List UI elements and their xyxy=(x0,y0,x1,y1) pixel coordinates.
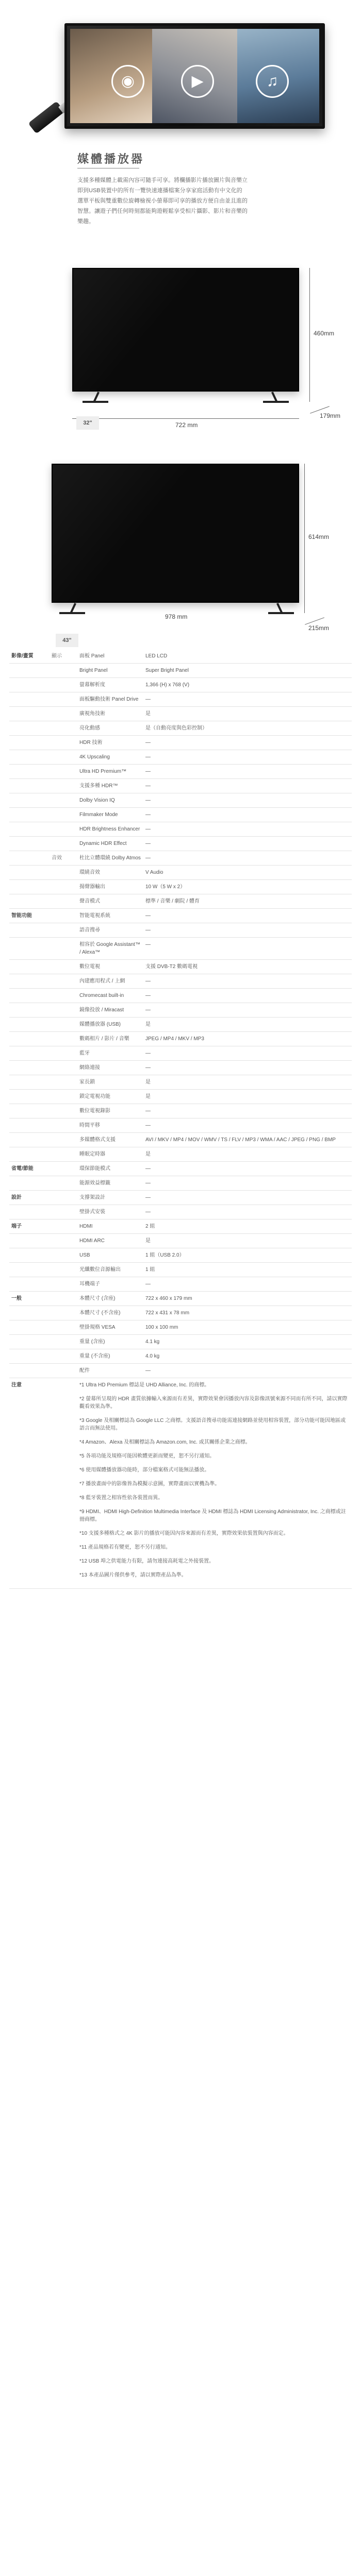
spec-subcategory xyxy=(50,1335,77,1349)
note-item: *2 螢幕所呈現的 HDR 畫質依據輸入來源而有差異，實際效果會因播放內容及影像訊號來源不同而有所不同，請以實際觀看效果為準。 xyxy=(79,1396,348,1410)
spec-category xyxy=(9,1364,50,1378)
spec-row xyxy=(9,909,352,923)
spec-key: HDR Brightness Enhancer xyxy=(77,822,143,837)
spec-category xyxy=(9,1205,50,1219)
spec-key: 光纖數位音源輸出 xyxy=(77,1263,143,1277)
spec-key: 聲音模式 xyxy=(77,894,143,909)
note-item: *3 Google 及相關標誌為 Google LLC 之商標。支援語音搜尋功能需連接網路並使用相容裝置，部分功能可能因地區或語言而無法使用。 xyxy=(79,1418,346,1431)
spec-row xyxy=(9,765,352,779)
hero-description: 支援多種媒體上載需內容可隨手可享。將欄播影片播放圖片與音樂立即到USB裝置中的所有一覽快速連播檔案分享家庭活動有中文化的選單平板與雙重數位旋轉檢視小螢幕即可享的播放方便自由並且進的智慧。讓遊子們任何時刻都能夠遊輕鬆享受相片攝影、影片和音樂的樂趣。 xyxy=(77,177,248,225)
spec-subcategory xyxy=(50,678,77,692)
tv32-width: 722 mm xyxy=(175,421,198,429)
spec-value: 1 組 xyxy=(143,1263,352,1277)
spec-key: 廣視角技術 xyxy=(77,707,143,721)
spec-subcategory xyxy=(50,1320,77,1335)
spec-value: 4.1 kg xyxy=(143,1335,352,1349)
spec-subcategory xyxy=(50,1147,77,1162)
spec-value: — xyxy=(143,1277,352,1292)
spec-value: 2 組 xyxy=(143,1219,352,1234)
spec-value: — xyxy=(143,779,352,793)
spec-row xyxy=(9,1176,352,1191)
spec-value: 是 xyxy=(143,1090,352,1104)
spec-category xyxy=(9,1234,50,1248)
spec-value: — xyxy=(143,736,352,750)
spec-value: — xyxy=(143,1104,352,1118)
spec-value: 1,366 (H) x 768 (V) xyxy=(143,678,352,692)
spec-row xyxy=(9,837,352,851)
note-item: *1 Ultra HD Premium 標誌是 UHD Alliance, Inc. 的商標。 xyxy=(79,1382,210,1388)
spec-key: 多媒體格式支援 xyxy=(77,1133,143,1147)
spec-key: 鏡像投放 / Miracast xyxy=(77,1003,143,1018)
spec-subcategory xyxy=(50,909,77,923)
media-player-hero xyxy=(0,0,361,252)
spec-row xyxy=(9,1320,352,1335)
spec-value: LED LCD xyxy=(143,649,352,664)
spec-value: 4.0 kg xyxy=(143,1349,352,1364)
spec-subcategory xyxy=(50,1032,77,1046)
spec-category xyxy=(9,1075,50,1090)
spec-category xyxy=(9,989,50,1003)
spec-category xyxy=(9,1133,50,1147)
spec-subcategory xyxy=(50,692,77,707)
spec-value: AVI / MKV / MP4 / MOV / WMV / TS / FLV / MP3 / WMA / AAC / JPEG / PNG / BMP xyxy=(143,1133,352,1147)
note-item: *8 藍牙裝置之相容性依各裝置而異。 xyxy=(79,1495,163,1501)
spec-category xyxy=(9,765,50,779)
spec-value: 標準 / 音樂 / 劇院 / 體育 xyxy=(143,894,352,909)
spec-value: — xyxy=(143,1003,352,1018)
spec-category: 影像/畫質 xyxy=(9,649,50,664)
spec-key: 相容於 Google Assistant™ / Alexa™ xyxy=(77,938,143,960)
spec-key: USB xyxy=(77,1248,143,1263)
spec-key: 面板 Panel xyxy=(77,649,143,664)
spec-row xyxy=(9,664,352,678)
spec-row xyxy=(9,1046,352,1061)
spec-key: 時間平移 xyxy=(77,1118,143,1133)
spec-key: 螢幕解析度 xyxy=(77,678,143,692)
spec-row xyxy=(9,808,352,822)
spec-key: 配件 xyxy=(77,1364,143,1378)
spec-row xyxy=(9,649,352,664)
spec-category xyxy=(9,1104,50,1118)
spec-subcategory xyxy=(50,808,77,822)
spec-key: Ultra HD Premium™ xyxy=(77,765,143,779)
note-item: *10 支援多種格式之 4K 影片的播放可能因內容來源而有差異，實際效果依裝置與內容而定。 xyxy=(79,1531,289,1536)
spec-category xyxy=(9,923,50,938)
note-item: *12 USB 埠之供電能力有限，請勿連接高耗電之外接裝置。 xyxy=(79,1558,215,1564)
hero-title: 媒體播放器 xyxy=(77,152,145,165)
spec-row xyxy=(9,938,352,960)
note-item: *6 使用媒體播放器功能時，部分檔案格式可能無法播放。 xyxy=(79,1467,210,1473)
spec-category xyxy=(9,1349,50,1364)
spec-category xyxy=(9,1018,50,1032)
tv43-size-badge: 43" xyxy=(56,634,78,647)
tv43-width: 978 mm xyxy=(165,613,188,620)
spec-category xyxy=(9,894,50,909)
spec-category xyxy=(9,960,50,974)
spec-subcategory xyxy=(50,793,77,808)
spec-key: 支援多種 HDR™ xyxy=(77,779,143,793)
tv43-image xyxy=(52,464,299,603)
spec-value: 10 W（5 W x 2） xyxy=(143,880,352,894)
spec-key: 耳機端子 xyxy=(77,1277,143,1292)
spec-value: — xyxy=(143,1191,352,1205)
spec-category xyxy=(9,851,50,866)
spec-subcategory: 顯示 xyxy=(50,649,77,664)
spec-subcategory xyxy=(50,837,77,851)
spec-row xyxy=(9,779,352,793)
tv32-image xyxy=(72,268,299,392)
spec-value: — xyxy=(143,692,352,707)
spec-category: 端子 xyxy=(9,1219,50,1234)
spec-row xyxy=(9,989,352,1003)
spec-table xyxy=(9,649,352,1589)
notes-list xyxy=(77,1378,352,1589)
spec-row xyxy=(9,1234,352,1248)
hero-tv-image xyxy=(64,23,325,129)
spec-key: 家長鎖 xyxy=(77,1075,143,1090)
tv32-size-badge: 32" xyxy=(76,416,99,430)
dimension-drawings xyxy=(0,252,361,654)
spec-row xyxy=(9,1248,352,1263)
spec-subcategory xyxy=(50,974,77,989)
spec-value: Super Bright Panel xyxy=(143,664,352,678)
note-item: *7 播放畫面中的影像皆為模擬示意圖，實際畫面以實機為準。 xyxy=(79,1481,220,1487)
spec-row xyxy=(9,1061,352,1075)
spec-key: 媒體播放器 (USB) xyxy=(77,1018,143,1032)
spec-category xyxy=(9,692,50,707)
tv43-depth: 215mm xyxy=(308,624,330,632)
spec-row xyxy=(9,923,352,938)
spec-row xyxy=(9,1003,352,1018)
spec-subcategory xyxy=(50,1061,77,1075)
spec-category xyxy=(9,822,50,837)
spec-key: 智能電視系統 xyxy=(77,909,143,923)
spec-category: 一般 xyxy=(9,1292,50,1306)
spec-subcategory xyxy=(50,880,77,894)
spec-value: — xyxy=(143,808,352,822)
spec-key: 環繞音效 xyxy=(77,866,143,880)
spec-key: 壁掛式安裝 xyxy=(77,1205,143,1219)
spec-key: 支撐架設計 xyxy=(77,1191,143,1205)
spec-subcategory xyxy=(50,1046,77,1061)
spec-row xyxy=(9,974,352,989)
spec-subcategory xyxy=(50,721,77,736)
spec-category xyxy=(9,1061,50,1075)
spec-key: 面板驅動技術 Panel Drive xyxy=(77,692,143,707)
spec-row xyxy=(9,707,352,721)
spec-category xyxy=(9,880,50,894)
spec-subcategory xyxy=(50,1248,77,1263)
spec-key: 數碼相片 / 影片 / 音樂 xyxy=(77,1032,143,1046)
spec-category xyxy=(9,1320,50,1335)
spec-key: 內建應用程式 / 上網 xyxy=(77,974,143,989)
spec-category xyxy=(9,1147,50,1162)
spec-key: 環保節能模式 xyxy=(77,1162,143,1176)
spec-key: HDR 技術 xyxy=(77,736,143,750)
spec-row xyxy=(9,793,352,808)
spec-row xyxy=(9,851,352,866)
spec-category: 省電/節能 xyxy=(9,1162,50,1176)
spec-row xyxy=(9,960,352,974)
spec-subcategory: 音效 xyxy=(50,851,77,866)
spec-key: 網絡連接 xyxy=(77,1061,143,1075)
spec-category xyxy=(9,1263,50,1277)
spec-row xyxy=(9,1018,352,1032)
note-item: *9 HDMI、HDMI High-Definition Multimedia Interface 及 HDMI 標誌為 HDMI Licensing Administrator, Inc. 之商標或註冊商標。 xyxy=(79,1509,346,1522)
spec-subcategory xyxy=(50,736,77,750)
note-item: *13 本產品圖片僅供參考，請以實際產品為準。 xyxy=(79,1572,187,1578)
spec-subcategory xyxy=(50,1075,77,1090)
spec-subcategory xyxy=(50,866,77,880)
spec-row xyxy=(9,1162,352,1176)
spec-key: Bright Panel xyxy=(77,664,143,678)
spec-key: 4K Upscaling xyxy=(77,750,143,765)
spec-value: 722 x 460 x 179 mm xyxy=(143,1292,352,1306)
spec-category xyxy=(9,1306,50,1320)
spec-subcategory xyxy=(50,960,77,974)
spec-row xyxy=(9,1191,352,1205)
spec-row xyxy=(9,1118,352,1133)
spec-row xyxy=(9,692,352,707)
spec-value: — xyxy=(143,1162,352,1176)
spec-category xyxy=(9,707,50,721)
spec-value: — xyxy=(143,765,352,779)
spec-value: 1 組（USB 2.0） xyxy=(143,1248,352,1263)
spec-row xyxy=(9,1133,352,1147)
spec-value: — xyxy=(143,1176,352,1191)
spec-category xyxy=(9,779,50,793)
spec-value: — xyxy=(143,1061,352,1075)
spec-subcategory xyxy=(50,1349,77,1364)
spec-subcategory xyxy=(50,707,77,721)
spec-row xyxy=(9,1306,352,1320)
spec-key: 揚聲器輸出 xyxy=(77,880,143,894)
spec-key: HDMI xyxy=(77,1219,143,1234)
spec-subcategory xyxy=(50,664,77,678)
spec-row xyxy=(9,736,352,750)
spec-subcategory xyxy=(50,1306,77,1320)
spec-row xyxy=(9,1364,352,1378)
spec-row xyxy=(9,1205,352,1219)
spec-value: — xyxy=(143,1364,352,1378)
spec-value: 支援 DVB-T2 數碼電視 xyxy=(143,960,352,974)
hero-screen xyxy=(70,29,319,123)
spec-subcategory xyxy=(50,1118,77,1133)
spec-subcategory xyxy=(50,779,77,793)
spec-subcategory xyxy=(50,1364,77,1378)
spec-subcategory xyxy=(50,1191,77,1205)
spec-value: — xyxy=(143,989,352,1003)
spec-category xyxy=(9,938,50,960)
spec-row xyxy=(9,721,352,736)
spec-value: — xyxy=(143,851,352,866)
spec-category xyxy=(9,866,50,880)
spec-row xyxy=(9,1263,352,1277)
spec-row xyxy=(9,1335,352,1349)
spec-category xyxy=(9,1176,50,1191)
spec-value: — xyxy=(143,1205,352,1219)
spec-row xyxy=(9,894,352,909)
spec-key: 鎖定電視功能 xyxy=(77,1090,143,1104)
spec-category xyxy=(9,1003,50,1018)
spec-subcategory xyxy=(50,750,77,765)
spec-subcategory xyxy=(50,1018,77,1032)
spec-category xyxy=(9,750,50,765)
spec-subcategory xyxy=(50,1104,77,1118)
spec-subcategory xyxy=(50,894,77,909)
spec-value: — xyxy=(143,909,352,923)
spec-value: V Audio xyxy=(143,866,352,880)
spec-category xyxy=(9,793,50,808)
spec-key: 本體尺寸 (含座) xyxy=(77,1292,143,1306)
spec-row xyxy=(9,1090,352,1104)
spec-value: 是 xyxy=(143,1147,352,1162)
spec-subcategory xyxy=(50,923,77,938)
spec-subcategory xyxy=(50,765,77,779)
spec-value: JPEG / MP4 / MKV / MP3 xyxy=(143,1032,352,1046)
notes-row xyxy=(9,1378,352,1589)
tv43-height: 614mm xyxy=(308,533,330,540)
spec-key: 重量 (不含座) xyxy=(77,1349,143,1364)
spec-table-section xyxy=(9,649,352,1589)
spec-key: HDMI ARC xyxy=(77,1234,143,1248)
spec-subcategory xyxy=(50,989,77,1003)
spec-subcategory xyxy=(50,1205,77,1219)
spec-subcategory xyxy=(50,938,77,960)
spec-subcategory xyxy=(50,1003,77,1018)
spec-row xyxy=(9,678,352,692)
spec-subcategory xyxy=(50,1263,77,1277)
spec-category xyxy=(9,1046,50,1061)
spec-key: 本體尺寸 (不含座) xyxy=(77,1306,143,1320)
spec-category xyxy=(9,1248,50,1263)
spec-row xyxy=(9,1147,352,1162)
film-icon: ▶ xyxy=(181,65,214,98)
spec-key: 壁掛規格 VESA xyxy=(77,1320,143,1335)
spec-row xyxy=(9,880,352,894)
spec-key: Dolby Vision IQ xyxy=(77,793,143,808)
spec-category xyxy=(9,1032,50,1046)
spec-value: — xyxy=(143,822,352,837)
spec-value: 是 xyxy=(143,1234,352,1248)
spec-value: — xyxy=(143,1046,352,1061)
spec-key: 杜比立體環繞 Dolby Atmos xyxy=(77,851,143,866)
spec-key: 能源效益標籤 xyxy=(77,1176,143,1191)
spec-row xyxy=(9,1219,352,1234)
note-item: *5 各項功能及規格可能因軟體更新而變更，恕不另行通知。 xyxy=(79,1453,215,1459)
spec-subcategory xyxy=(50,1292,77,1306)
spec-subcategory xyxy=(50,1219,77,1234)
spec-subcategory xyxy=(50,1133,77,1147)
spec-category xyxy=(9,678,50,692)
spec-subcategory xyxy=(50,1277,77,1292)
spec-subcategory xyxy=(50,822,77,837)
tv32-depth: 179mm xyxy=(320,412,341,419)
spec-key: 睡眠定時器 xyxy=(77,1147,143,1162)
spec-value: 是 xyxy=(143,1075,352,1090)
spec-category: 設計 xyxy=(9,1191,50,1205)
spec-category xyxy=(9,1277,50,1292)
spec-category xyxy=(9,837,50,851)
spec-category xyxy=(9,1090,50,1104)
spec-value: — xyxy=(143,974,352,989)
spec-value: — xyxy=(143,793,352,808)
spec-row xyxy=(9,1032,352,1046)
spec-key: 語音搜尋 xyxy=(77,923,143,938)
spec-category xyxy=(9,721,50,736)
notes-label: 注意 xyxy=(9,1378,50,1589)
spec-value: 是 xyxy=(143,707,352,721)
spec-category xyxy=(9,1118,50,1133)
spec-value: — xyxy=(143,923,352,938)
spec-key: Chromecast built-in xyxy=(77,989,143,1003)
note-item: *4 Amazon、Alexa 及相關標誌為 Amazon.com, Inc. 或其關係企業之商標。 xyxy=(79,1439,251,1445)
camera-icon: ◉ xyxy=(111,65,144,98)
spec-key: 數位電視錄影 xyxy=(77,1104,143,1118)
spec-category: 智能功能 xyxy=(9,909,50,923)
spec-row xyxy=(9,1349,352,1364)
spec-row xyxy=(9,1104,352,1118)
tv32-height: 460mm xyxy=(314,330,335,337)
spec-row xyxy=(9,822,352,837)
spec-value: — xyxy=(143,1118,352,1133)
spec-value: 是 xyxy=(143,1018,352,1032)
spec-subcategory xyxy=(50,1176,77,1191)
spec-category xyxy=(9,736,50,750)
spec-row xyxy=(9,1292,352,1306)
spec-key: 亮化動感 xyxy=(77,721,143,736)
spec-key: 重量 (含座) xyxy=(77,1335,143,1349)
spec-row xyxy=(9,866,352,880)
spec-category xyxy=(9,1335,50,1349)
spec-value: 100 x 100 mm xyxy=(143,1320,352,1335)
spec-value: 722 x 431 x 78 mm xyxy=(143,1306,352,1320)
spec-value: — xyxy=(143,750,352,765)
spec-value: 是（自動亮度與色彩控制） xyxy=(143,721,352,736)
spec-value: — xyxy=(143,938,352,960)
spec-key: Dynamic HDR Effect xyxy=(77,837,143,851)
spec-value: — xyxy=(143,837,352,851)
spec-subcategory xyxy=(50,1090,77,1104)
spec-key: 數位電視 xyxy=(77,960,143,974)
spec-row xyxy=(9,1277,352,1292)
spec-key: Filmmaker Mode xyxy=(77,808,143,822)
spec-subcategory xyxy=(50,1162,77,1176)
note-item: *11 產品規格若有變更，恕不另行通知。 xyxy=(79,1545,171,1550)
spec-key: 藍牙 xyxy=(77,1046,143,1061)
music-icon: ♫ xyxy=(256,65,289,98)
spec-category xyxy=(9,808,50,822)
spec-row xyxy=(9,1075,352,1090)
spec-category xyxy=(9,664,50,678)
spec-subcategory xyxy=(50,1234,77,1248)
spec-row xyxy=(9,750,352,765)
spec-category xyxy=(9,974,50,989)
